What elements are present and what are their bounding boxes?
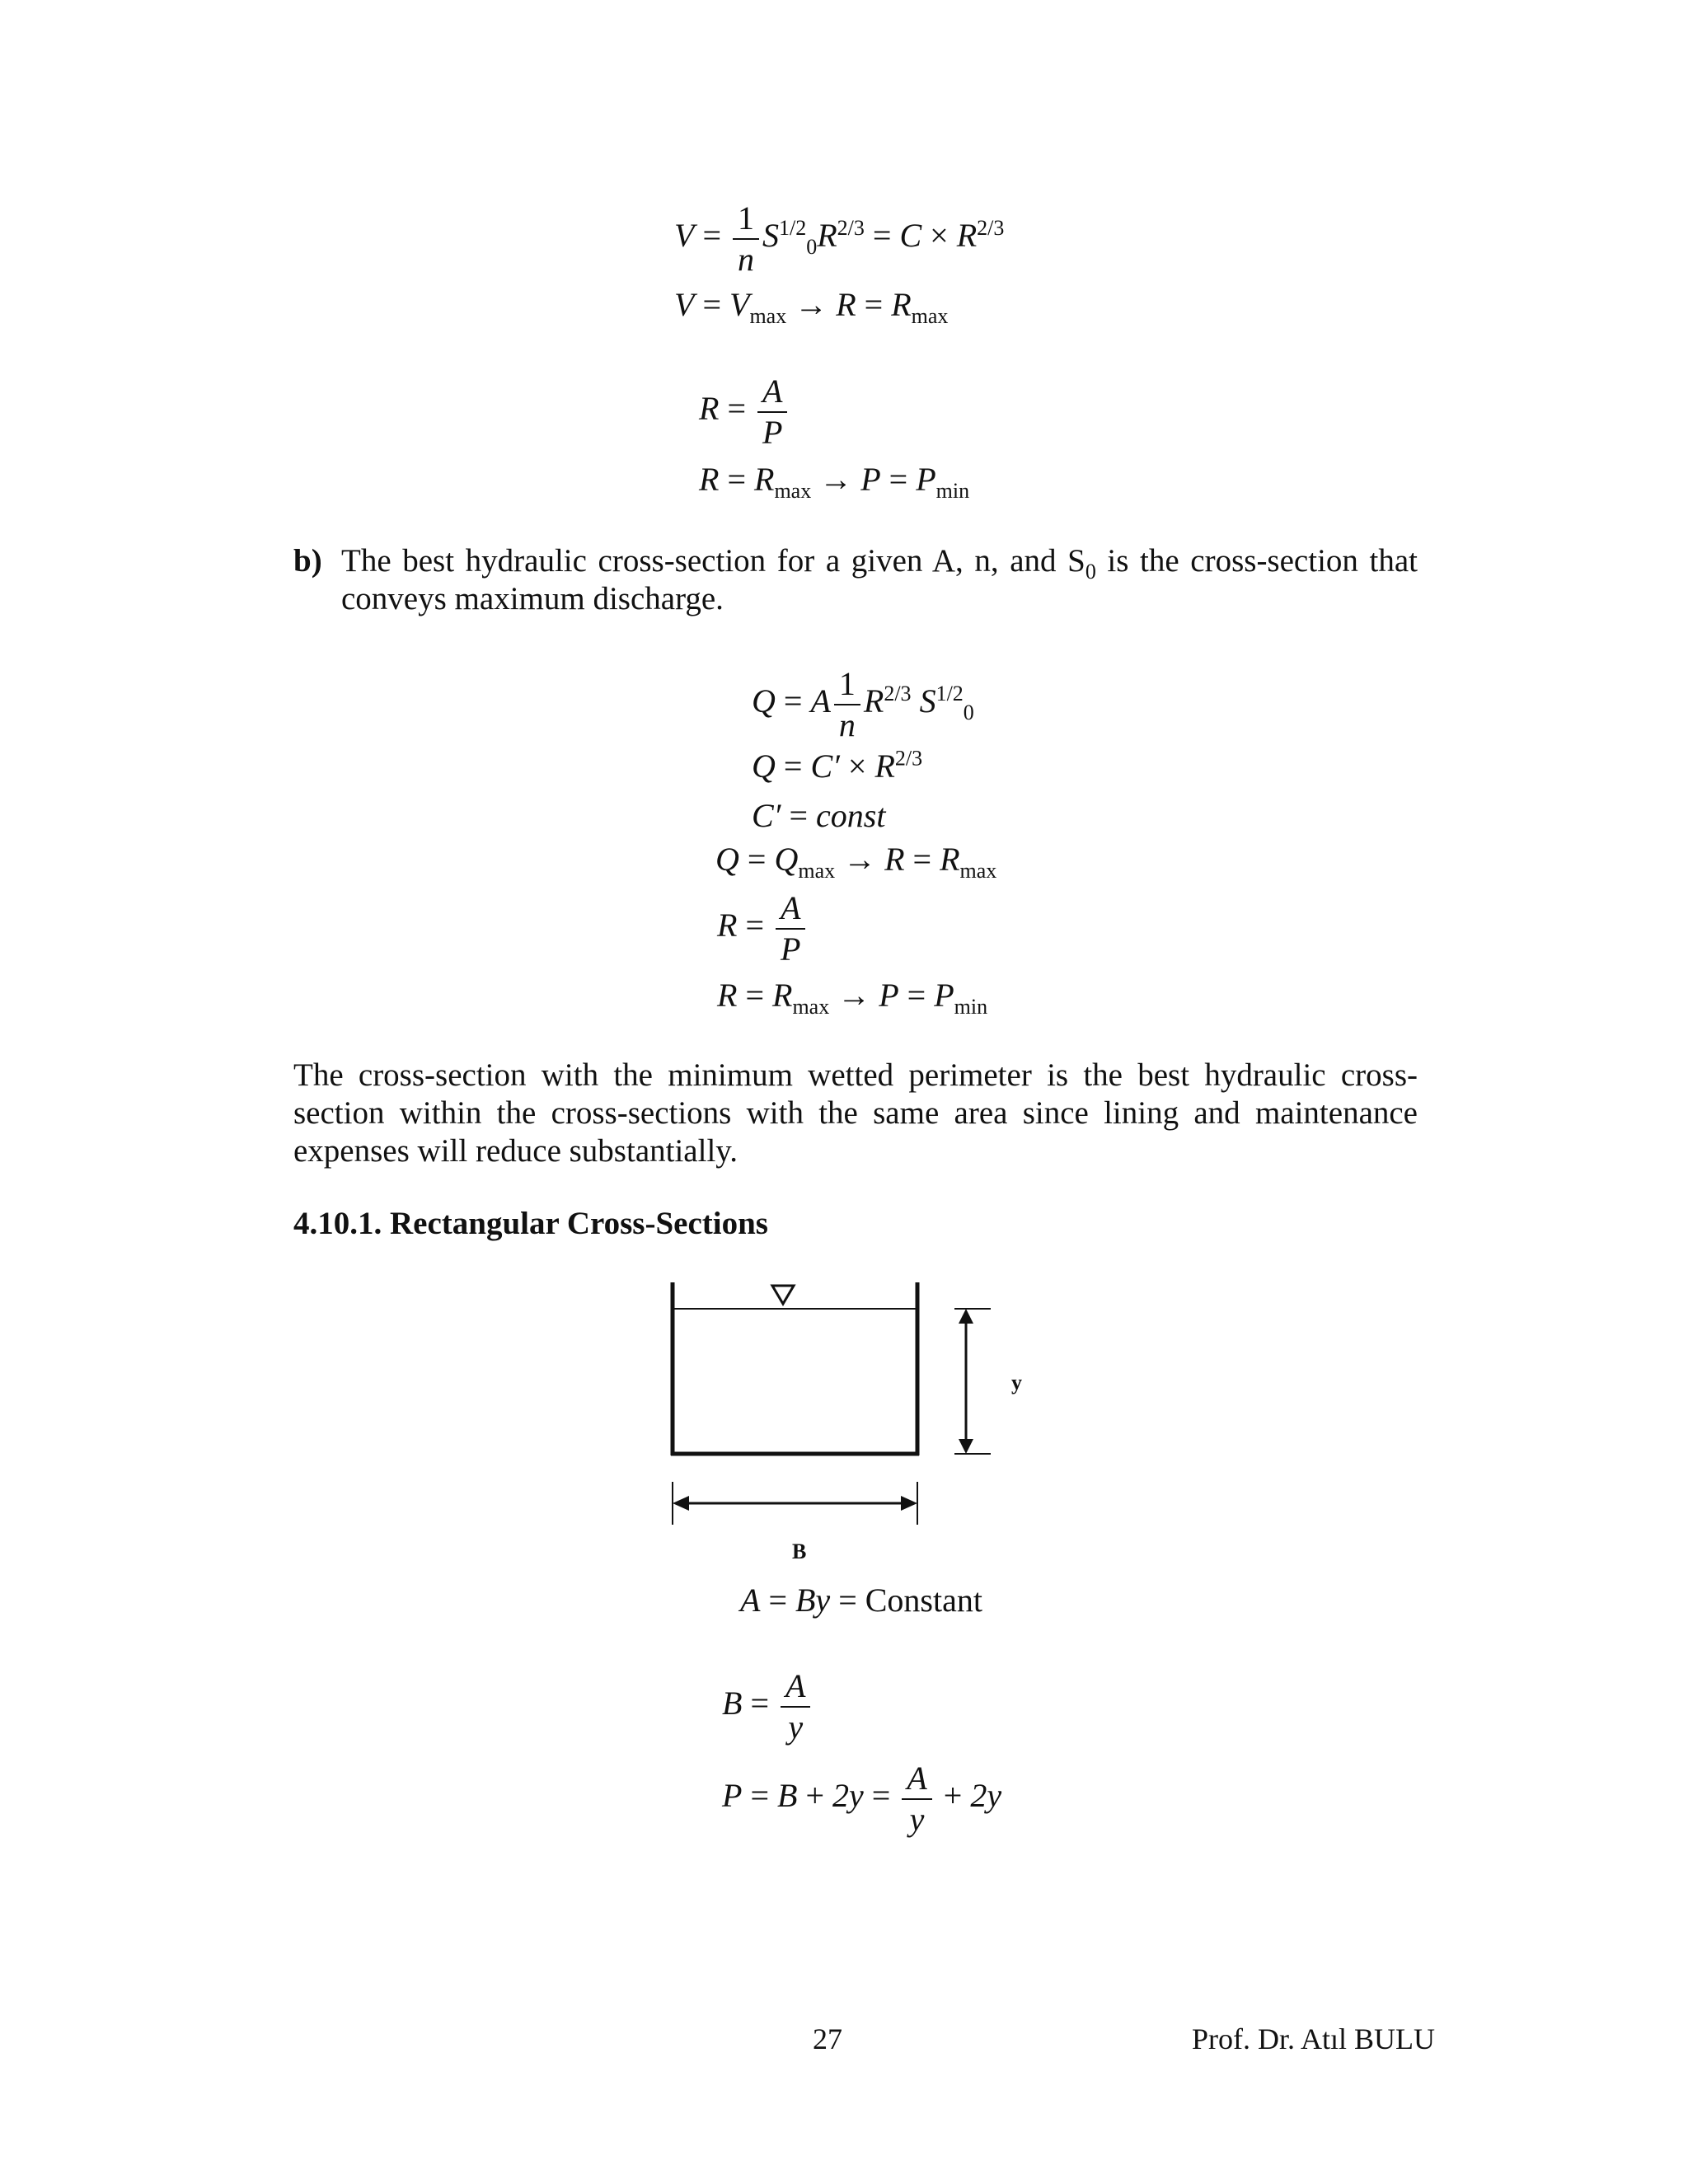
fraction-denominator: P bbox=[762, 414, 783, 451]
equation-q-c: $Q = C' \times R^{2/3}$ bbox=[752, 746, 923, 785]
eq-symbol: R bbox=[863, 682, 884, 720]
fraction-numerator: A bbox=[902, 1762, 931, 1800]
eq-symbol: R bbox=[874, 748, 895, 785]
eq-symbol: R bbox=[836, 286, 856, 323]
eq-symbol: V bbox=[674, 217, 695, 255]
eq-symbol: R bbox=[817, 217, 837, 255]
fraction bbox=[902, 1762, 931, 1836]
eq-symbol: R bbox=[717, 977, 738, 1014]
eq-symbol: P bbox=[916, 461, 936, 498]
subscript: min bbox=[935, 479, 970, 503]
times-operator: × bbox=[847, 748, 867, 785]
equation-b-definition: B = $\frac{A}{y}$ bbox=[722, 1670, 814, 1744]
exponent: 1/2 bbox=[935, 681, 964, 705]
equation-area-constant: A = By = Constant bbox=[740, 1582, 982, 1619]
equation-q-manning: Q = A $\frac{1}{n}$ $R^{2/3}$ $S^{1/2}_0$ bbox=[752, 665, 974, 743]
fraction-numerator: 1 bbox=[733, 202, 759, 240]
subscript: max bbox=[798, 859, 836, 883]
eq-symbol: P bbox=[722, 1777, 743, 1815]
eq-symbol: R bbox=[956, 217, 978, 255]
eq-symbol: R bbox=[884, 841, 905, 878]
equation-v-max: $V = V_{max} \to R = R_{max}$ bbox=[674, 286, 949, 328]
equation-r-max: $R = R_{max} \to P = P_{min}$ bbox=[699, 461, 970, 503]
eq-symbol: Q bbox=[752, 682, 776, 720]
eq-symbol: R bbox=[699, 461, 720, 498]
arrow-operator: → bbox=[795, 286, 828, 323]
eq-symbol: P bbox=[860, 461, 881, 498]
fraction-numerator: A bbox=[776, 892, 805, 930]
section-b-line-2: conveys maximum discharge. bbox=[341, 581, 724, 616]
exponent: 2/3 bbox=[977, 215, 1005, 240]
figure-label-b: B bbox=[792, 1540, 807, 1563]
eq-symbol: R bbox=[754, 461, 775, 498]
subscript: 0 bbox=[806, 235, 818, 260]
exponent: 2/3 bbox=[884, 681, 912, 705]
eq-symbol: C′ bbox=[810, 748, 840, 785]
fraction bbox=[834, 665, 860, 743]
subscript: max bbox=[774, 479, 812, 503]
fraction bbox=[781, 1667, 810, 1746]
eq-symbol: B bbox=[777, 1777, 798, 1815]
fraction-numerator: A bbox=[757, 375, 787, 413]
eq-symbol: R bbox=[772, 977, 793, 1014]
page-number: 27 bbox=[813, 2022, 842, 2055]
arrow-operator: → bbox=[837, 977, 871, 1014]
section-b-body bbox=[341, 542, 1418, 618]
subscript: 0 bbox=[1085, 559, 1096, 583]
subscript: max bbox=[959, 859, 997, 883]
subscript: min bbox=[954, 995, 988, 1019]
arrow-down-icon bbox=[959, 1439, 973, 1454]
eq-symbol: 2y bbox=[832, 1777, 864, 1815]
arrow-left-icon bbox=[673, 1496, 689, 1511]
times-operator: × bbox=[930, 217, 949, 255]
section-heading: 4.10.1. Rectangular Cross-Sections bbox=[293, 1206, 768, 1241]
eq-symbol: B bbox=[722, 1685, 743, 1722]
section-b-row bbox=[293, 542, 1418, 618]
fraction-denominator: P bbox=[781, 930, 801, 968]
fraction-denominator: y bbox=[909, 1801, 925, 1838]
eq-symbol: S bbox=[762, 217, 779, 255]
fraction-denominator: n bbox=[838, 706, 856, 743]
section-b-paragraph bbox=[293, 542, 1418, 618]
eq-symbol: Q bbox=[715, 841, 739, 878]
equation-perimeter: P = B + 2y = $\frac{A}{y}$ + 2y bbox=[722, 1760, 1002, 1838]
exponent: 2/3 bbox=[837, 215, 865, 240]
eq-symbol: Q bbox=[774, 841, 799, 878]
eq-symbol: Q bbox=[752, 748, 776, 785]
equation-c-const: C′ = const bbox=[752, 797, 886, 834]
footer-author: Prof. Dr. Atıl BULU bbox=[1192, 2022, 1436, 2055]
fraction bbox=[757, 375, 787, 449]
eq-symbol: A bbox=[740, 1582, 761, 1619]
arrow-right-icon bbox=[901, 1496, 917, 1511]
eq-symbol: V bbox=[674, 286, 695, 323]
eq-symbol: P bbox=[879, 977, 899, 1014]
fraction bbox=[776, 889, 805, 968]
subscript: max bbox=[911, 304, 949, 328]
arrow-operator: → bbox=[843, 841, 877, 878]
equation-r-definition: R = $\frac{A}{P}$ bbox=[699, 375, 790, 449]
eq-symbol: V bbox=[729, 286, 750, 323]
equation-r-definition-2: R = $\frac{A}{P}$ bbox=[717, 892, 809, 966]
section-b-text-1: The best hydraulic cross-section for a given A, n, and S bbox=[341, 543, 1085, 579]
equation-q-max: $Q = Q_{max} \to R = R_{max}$ bbox=[715, 841, 997, 883]
eq-symbol: 2y bbox=[970, 1777, 1002, 1815]
section-b-text-1-end: is the cross-section that bbox=[1095, 543, 1418, 579]
water-surface-triangle-icon bbox=[772, 1286, 794, 1304]
exponent: 1/2 bbox=[779, 215, 807, 240]
eq-symbol: R bbox=[891, 286, 912, 323]
eq-symbol: R bbox=[699, 390, 720, 428]
section-b-marker: b) bbox=[293, 543, 322, 579]
rectangular-channel-figure bbox=[643, 1269, 1055, 1541]
figure-label-y: y bbox=[1011, 1371, 1022, 1394]
eq-symbol: const bbox=[816, 797, 886, 834]
eq-symbol: R bbox=[717, 907, 738, 944]
fraction-denominator: y bbox=[788, 1708, 804, 1746]
eq-symbol: C bbox=[899, 217, 922, 255]
exponent: 2/3 bbox=[894, 746, 923, 771]
equation-v-manning: V = $\frac{1}{n}$ $S^{1/2}_0R^{2/3} = C \times R^{2/3}$ bbox=[674, 199, 1005, 278]
eq-symbol: By bbox=[795, 1582, 831, 1619]
equation-r-max-2: $R = R_{max} \to P = P_{min}$ bbox=[717, 977, 988, 1019]
eq-text: Constant bbox=[865, 1582, 982, 1619]
eq-symbol: R bbox=[940, 841, 960, 878]
fraction-denominator: n bbox=[738, 241, 754, 278]
eq-symbol: A bbox=[810, 682, 831, 720]
eq-symbol: S bbox=[919, 682, 936, 720]
eq-symbol: C′ bbox=[752, 797, 781, 834]
fraction-numerator: A bbox=[781, 1670, 810, 1708]
arrow-operator: → bbox=[819, 461, 853, 498]
subscript: max bbox=[749, 304, 787, 328]
fraction bbox=[733, 199, 759, 278]
fraction-numerator: 1 bbox=[834, 668, 860, 705]
body-paragraph: The cross-section with the minimum wetted perimeter is the best hydraulic cross-section within the cross-sections with the same area since lining and maintenance expenses will reduce substantially. bbox=[293, 1057, 1418, 1169]
subscript: 0 bbox=[963, 701, 974, 725]
subscript: max bbox=[792, 995, 830, 1019]
eq-symbol: P bbox=[934, 977, 954, 1014]
section-b-line-1 bbox=[341, 542, 1418, 583]
arrow-up-icon bbox=[959, 1309, 973, 1324]
